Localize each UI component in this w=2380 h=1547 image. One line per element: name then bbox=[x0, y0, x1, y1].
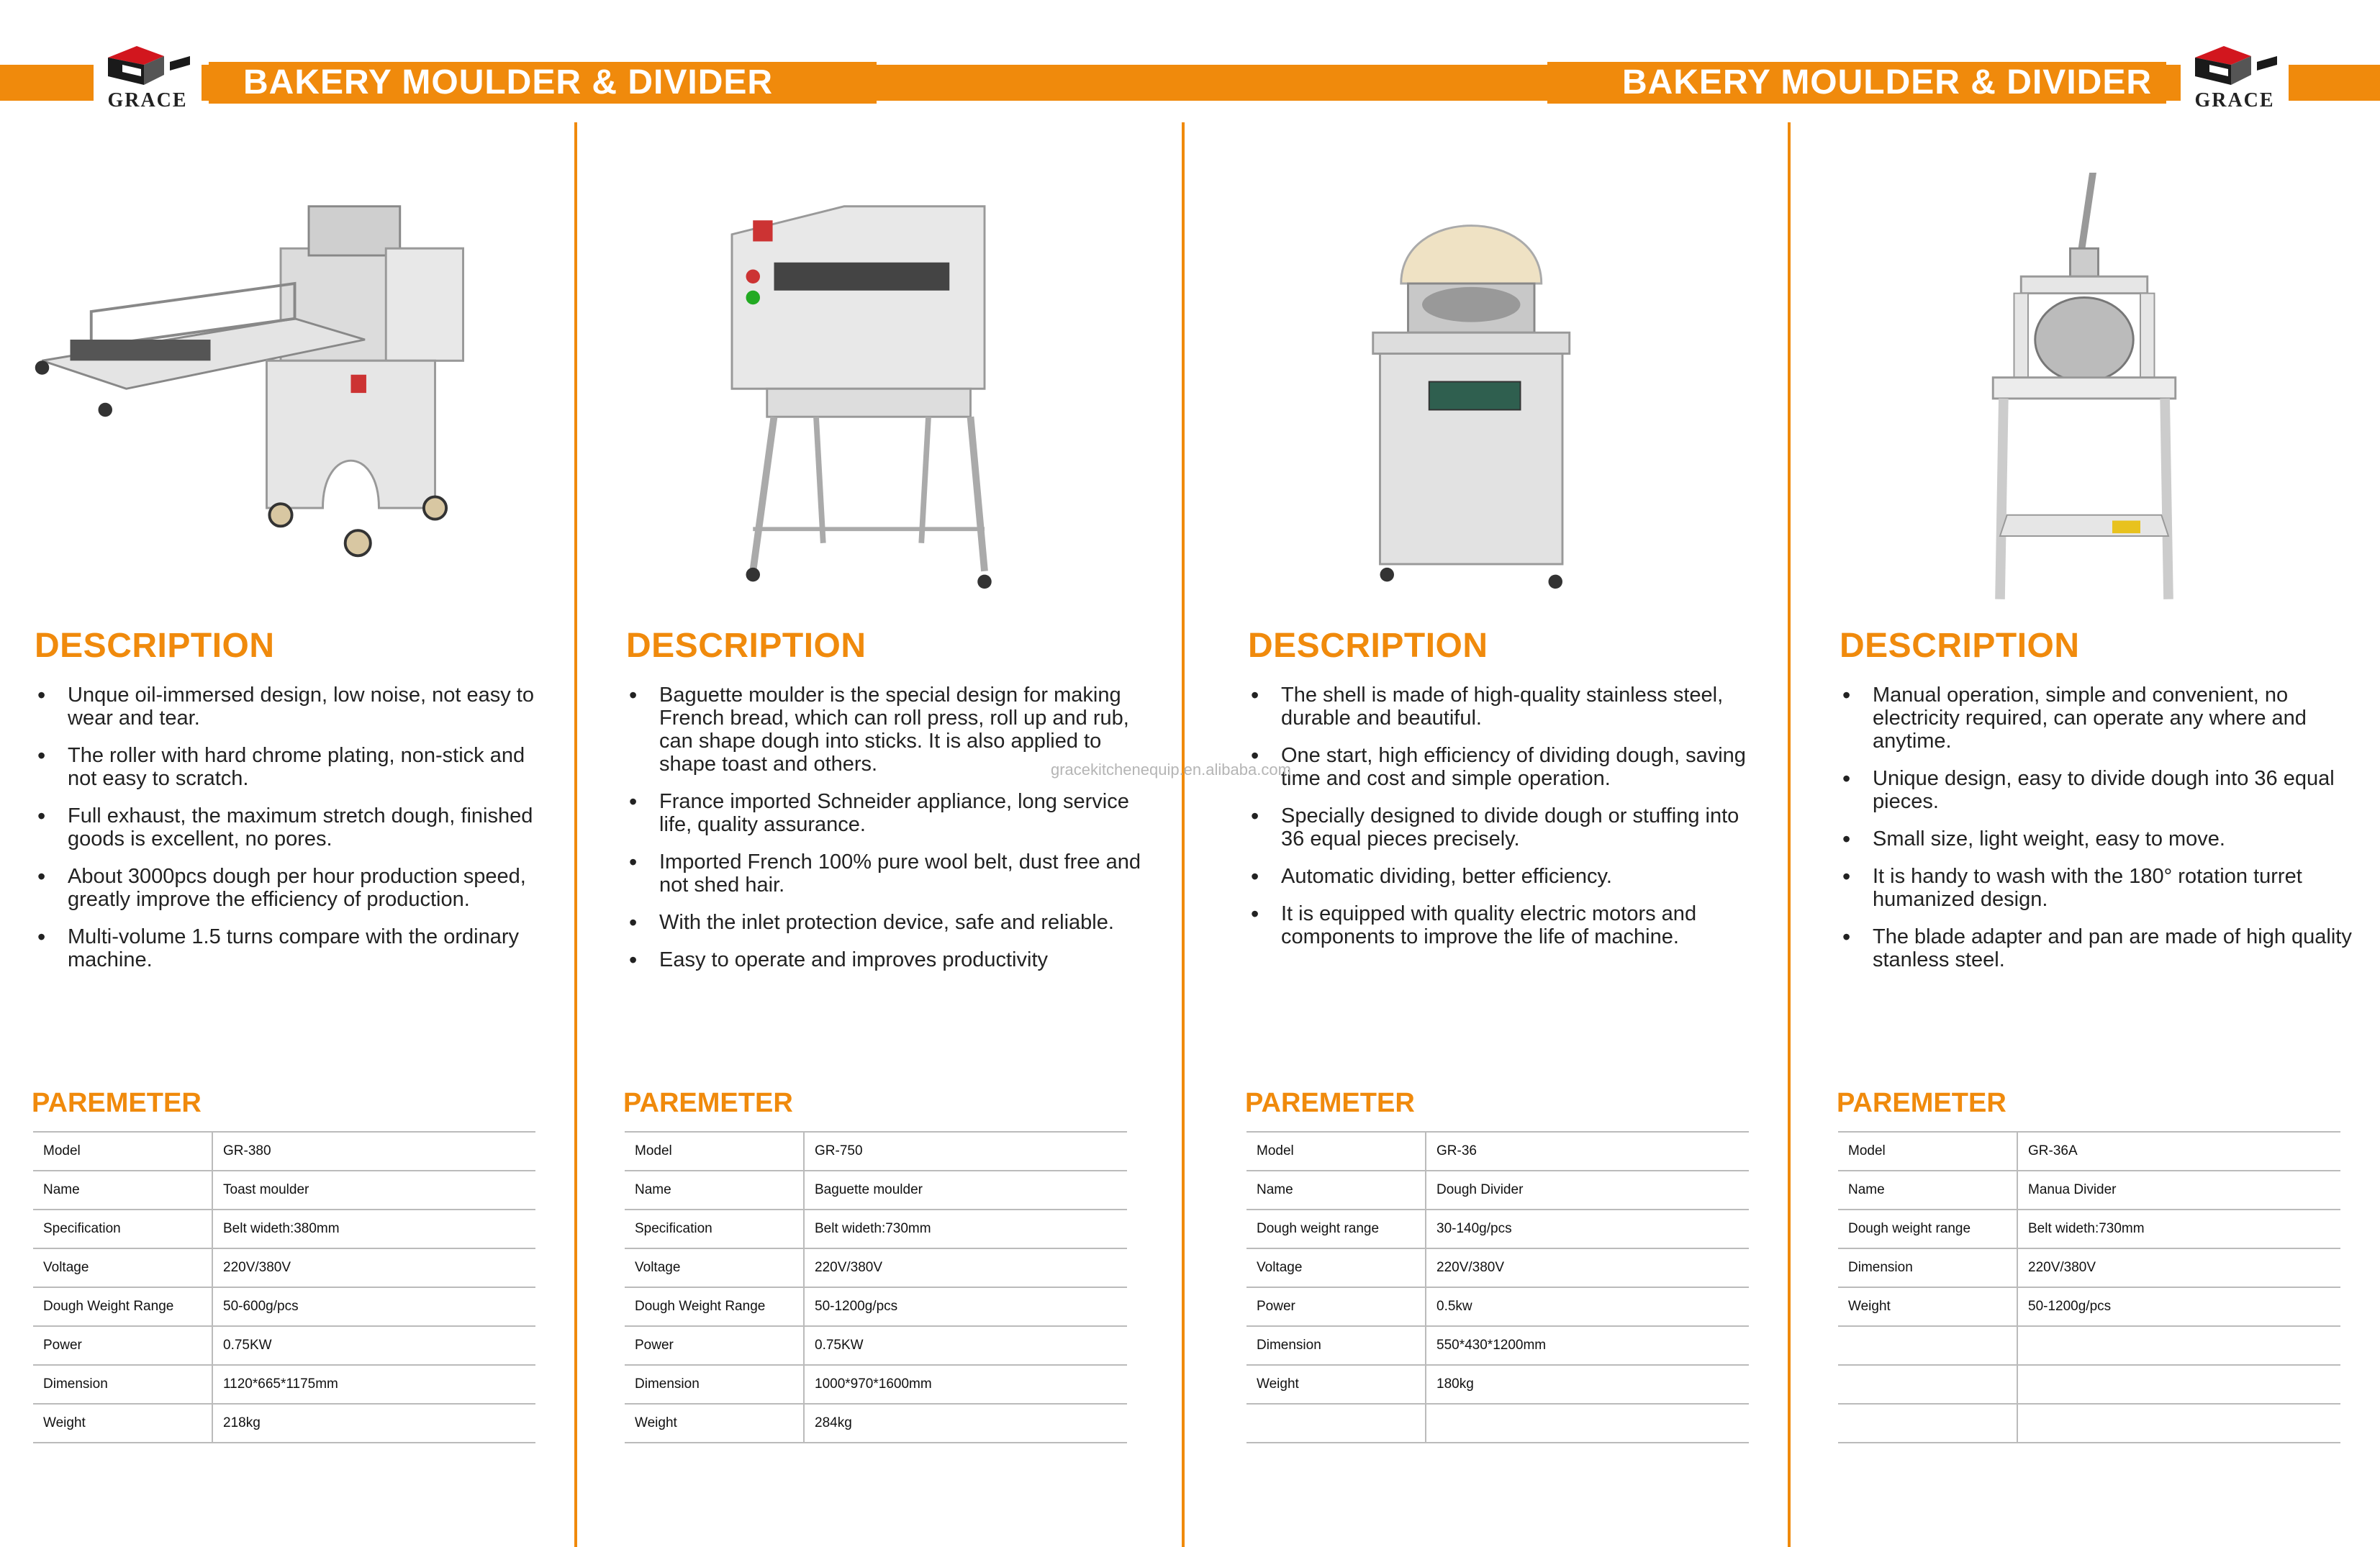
description-item: • The shell is made of high-quality stainless steel, durable and beautiful. bbox=[1248, 684, 1752, 730]
description-item: • It is handy to wash with the 180° rotation turret humanized design. bbox=[1840, 865, 2358, 911]
param-value: 50-1200g/pcs bbox=[2017, 1287, 2340, 1326]
param-value: 550*430*1200mm bbox=[1426, 1326, 1749, 1365]
description-item: • The roller with hard chrome plating, non-stick and not easy to scratch. bbox=[35, 744, 538, 790]
dough-divider-image bbox=[1198, 173, 1759, 619]
param-key: Voltage bbox=[1246, 1248, 1426, 1287]
table-row bbox=[625, 1248, 1127, 1287]
product-column-manual-divider bbox=[1804, 0, 2365, 1544]
param-key: Name bbox=[625, 1171, 804, 1210]
table-row bbox=[625, 1287, 1127, 1326]
param-value: 0.75KW bbox=[804, 1326, 1127, 1365]
manual-divider-image bbox=[1804, 173, 2365, 619]
param-value: Belt wideth:380mm bbox=[212, 1210, 535, 1248]
product-column-toast-moulder bbox=[0, 0, 561, 1544]
description-item: • Baguette moulder is the special design for making French bread, which can roll press, roll up and rub, can shape dough into sticks. It is also applied to shape toast and others. bbox=[626, 684, 1144, 776]
description-heading: DESCRIPTION bbox=[35, 627, 275, 665]
description-list bbox=[35, 684, 538, 986]
page-title-right: BAKERY MOULDER & DIVIDER bbox=[1547, 62, 2166, 104]
param-key: Model bbox=[625, 1132, 804, 1171]
table-row bbox=[33, 1210, 535, 1248]
description-heading: DESCRIPTION bbox=[626, 627, 867, 665]
param-value: 1120*665*1175mm bbox=[212, 1365, 535, 1404]
param-value bbox=[2017, 1365, 2340, 1404]
brand-name: GRACE bbox=[107, 89, 188, 112]
param-value: 0.5kw bbox=[1426, 1287, 1749, 1326]
param-value: 50-1200g/pcs bbox=[804, 1287, 1127, 1326]
param-key: Model bbox=[1246, 1132, 1426, 1171]
param-value: 218kg bbox=[212, 1404, 535, 1443]
table-row bbox=[625, 1365, 1127, 1404]
table-row bbox=[33, 1404, 535, 1443]
parameter-heading: PAREMETER bbox=[32, 1088, 202, 1118]
param-key: Model bbox=[33, 1132, 212, 1171]
param-key: Dimension bbox=[625, 1365, 804, 1404]
param-key: Weight bbox=[1838, 1287, 2017, 1326]
param-key: Voltage bbox=[625, 1248, 804, 1287]
param-value: Belt wideth:730mm bbox=[2017, 1210, 2340, 1248]
param-key: Power bbox=[1246, 1287, 1426, 1326]
param-key bbox=[1246, 1404, 1426, 1443]
description-item: • The blade adapter and pan are made of high quality stanless steel. bbox=[1840, 925, 2358, 971]
param-key: Voltage bbox=[33, 1248, 212, 1287]
param-key: Dimension bbox=[33, 1365, 212, 1404]
description-list bbox=[1840, 684, 2358, 986]
param-key bbox=[1838, 1365, 2017, 1404]
description-item: • Full exhaust, the maximum stretch dough, finished goods is excellent, no pores. bbox=[35, 804, 538, 850]
param-key: Name bbox=[1246, 1171, 1426, 1210]
description-item: • Easy to operate and improves productivity bbox=[626, 948, 1144, 971]
description-item: • Unique design, easy to divide dough into 36 equal pieces. bbox=[1840, 767, 2358, 813]
table-row bbox=[625, 1132, 1127, 1171]
param-key: Power bbox=[33, 1326, 212, 1365]
description-item: • One start, high efficiency of dividing dough, saving time and cost and simple operation. bbox=[1248, 744, 1752, 790]
param-value: Toast moulder bbox=[212, 1171, 535, 1210]
table-row bbox=[1838, 1210, 2340, 1248]
description-item: • Multi-volume 1.5 turns compare with the ordinary machine. bbox=[35, 925, 538, 971]
table-row bbox=[1246, 1248, 1749, 1287]
table-row bbox=[625, 1171, 1127, 1210]
param-value bbox=[2017, 1326, 2340, 1365]
description-heading: DESCRIPTION bbox=[1248, 627, 1488, 665]
param-key: Dimension bbox=[1246, 1326, 1426, 1365]
watermark: gracekitchenequip.en.alibaba.com bbox=[1051, 761, 1291, 779]
param-value: 220V/380V bbox=[212, 1248, 535, 1287]
description-item: • France imported Schneider appliance, long service life, quality assurance. bbox=[626, 790, 1144, 836]
table-row bbox=[1838, 1171, 2340, 1210]
toast-moulder-image bbox=[0, 173, 561, 619]
table-row bbox=[33, 1365, 535, 1404]
table-row bbox=[33, 1171, 535, 1210]
param-value: 284kg bbox=[804, 1404, 1127, 1443]
table-row bbox=[625, 1210, 1127, 1248]
table-row bbox=[33, 1326, 535, 1365]
param-key bbox=[1838, 1326, 2017, 1365]
table-row bbox=[1838, 1326, 2340, 1365]
param-value: 180kg bbox=[1426, 1365, 1749, 1404]
param-key: Dough weight range bbox=[1838, 1210, 2017, 1248]
parameter-table bbox=[33, 1131, 535, 1443]
param-value: GR-36 bbox=[1426, 1132, 1749, 1171]
param-value bbox=[1426, 1404, 1749, 1443]
param-value: Belt wideth:730mm bbox=[804, 1210, 1127, 1248]
table-row bbox=[1838, 1287, 2340, 1326]
param-key: Dimension bbox=[1838, 1248, 2017, 1287]
description-item: • It is equipped with quality electric motors and components to improve the life of machine. bbox=[1248, 902, 1752, 948]
description-item: • Automatic dividing, better efficiency. bbox=[1248, 865, 1752, 888]
brand-name: GRACE bbox=[2194, 89, 2275, 112]
table-row bbox=[1838, 1404, 2340, 1443]
parameter-table bbox=[1838, 1131, 2340, 1443]
description-item: • With the inlet protection device, safe and reliable. bbox=[626, 911, 1144, 934]
table-row bbox=[1246, 1287, 1749, 1326]
param-value: 220V/380V bbox=[804, 1248, 1127, 1287]
param-value: Dough Divider bbox=[1426, 1171, 1749, 1210]
table-row bbox=[1838, 1365, 2340, 1404]
table-row bbox=[625, 1404, 1127, 1443]
table-row bbox=[1838, 1132, 2340, 1171]
description-item: • Unque oil-immersed design, low noise, not easy to wear and tear. bbox=[35, 684, 538, 730]
description-item: • Small size, light weight, easy to move. bbox=[1840, 827, 2358, 850]
param-key: Dough Weight Range bbox=[33, 1287, 212, 1326]
param-value: 220V/380V bbox=[1426, 1248, 1749, 1287]
param-key: Specification bbox=[625, 1210, 804, 1248]
param-key: Weight bbox=[1246, 1365, 1426, 1404]
param-key: Dough weight range bbox=[1246, 1210, 1426, 1248]
param-value: 30-140g/pcs bbox=[1426, 1210, 1749, 1248]
parameter-table bbox=[1246, 1131, 1749, 1443]
table-row bbox=[1246, 1210, 1749, 1248]
param-key: Weight bbox=[33, 1404, 212, 1443]
baguette-moulder-image bbox=[592, 173, 1153, 619]
table-row bbox=[33, 1287, 535, 1326]
description-item: • About 3000pcs dough per hour production speed, greatly improve the efficiency of production. bbox=[35, 865, 538, 911]
table-row bbox=[33, 1132, 535, 1171]
param-key: Dough Weight Range bbox=[625, 1287, 804, 1326]
param-value: Manua Divider bbox=[2017, 1171, 2340, 1210]
param-key: Model bbox=[1838, 1132, 2017, 1171]
table-row bbox=[625, 1326, 1127, 1365]
table-row bbox=[1838, 1248, 2340, 1287]
param-value: Baguette moulder bbox=[804, 1171, 1127, 1210]
param-value: GR-380 bbox=[212, 1132, 535, 1171]
param-value: 1000*970*1600mm bbox=[804, 1365, 1127, 1404]
param-key: Name bbox=[33, 1171, 212, 1210]
param-key: Power bbox=[625, 1326, 804, 1365]
param-key: Specification bbox=[33, 1210, 212, 1248]
table-row bbox=[1246, 1171, 1749, 1210]
column-divider bbox=[1788, 122, 1791, 1547]
description-item: • Specially designed to divide dough or stuffing into 36 equal pieces precisely. bbox=[1248, 804, 1752, 850]
description-item: • Manual operation, simple and convenient, no electricity required, can operate any where and anytime. bbox=[1840, 684, 2358, 753]
table-row bbox=[1246, 1132, 1749, 1171]
column-divider bbox=[574, 122, 577, 1547]
param-value: GR-750 bbox=[804, 1132, 1127, 1171]
parameter-heading: PAREMETER bbox=[1837, 1088, 2006, 1118]
param-value: 220V/380V bbox=[2017, 1248, 2340, 1287]
param-value: GR-36A bbox=[2017, 1132, 2340, 1171]
param-value: 50-600g/pcs bbox=[212, 1287, 535, 1326]
param-value: 0.75KW bbox=[212, 1326, 535, 1365]
param-key: Name bbox=[1838, 1171, 2017, 1210]
description-heading: DESCRIPTION bbox=[1840, 627, 2080, 665]
description-item: • Imported French 100% pure wool belt, dust free and not shed hair. bbox=[626, 850, 1144, 897]
column-divider bbox=[1182, 122, 1185, 1547]
table-row bbox=[1246, 1326, 1749, 1365]
parameter-table bbox=[625, 1131, 1127, 1443]
parameter-heading: PAREMETER bbox=[623, 1088, 793, 1118]
param-key bbox=[1838, 1404, 2017, 1443]
parameter-heading: PAREMETER bbox=[1245, 1088, 1415, 1118]
description-list bbox=[1248, 684, 1752, 963]
param-value bbox=[2017, 1404, 2340, 1443]
table-row bbox=[1246, 1365, 1749, 1404]
table-row bbox=[1246, 1404, 1749, 1443]
table-row bbox=[33, 1248, 535, 1287]
description-list bbox=[626, 684, 1144, 986]
page-title-left: BAKERY MOULDER & DIVIDER bbox=[209, 62, 877, 104]
param-key: Weight bbox=[625, 1404, 804, 1443]
